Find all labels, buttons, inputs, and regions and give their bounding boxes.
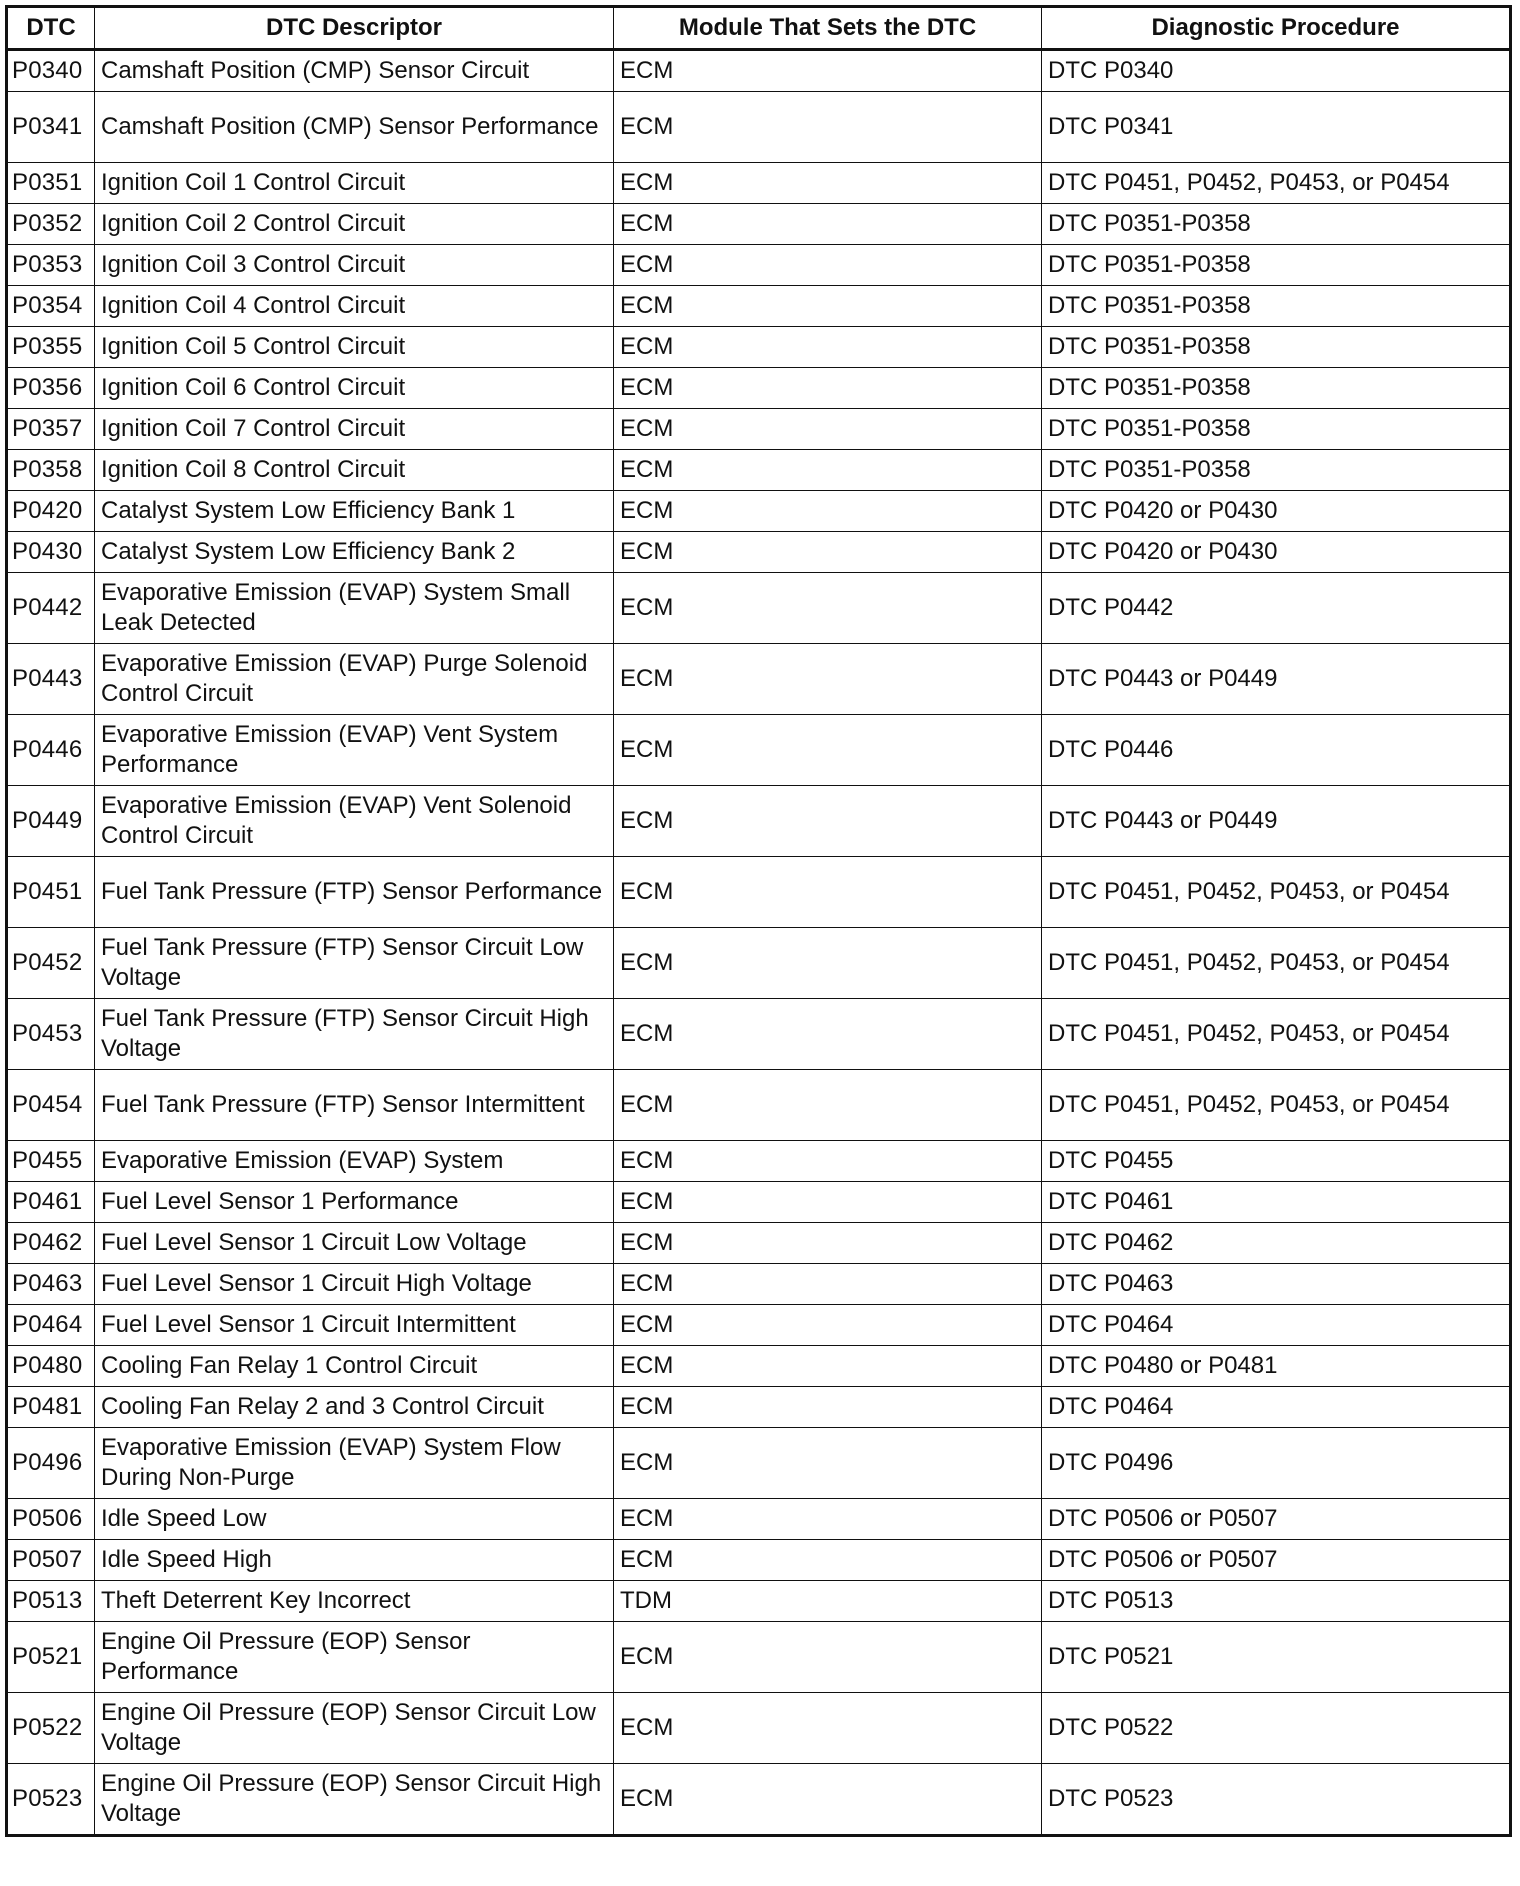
cell-descriptor: Ignition Coil 8 Control Circuit (95, 450, 614, 491)
header-descriptor: DTC Descriptor (95, 7, 614, 50)
table-row (7, 1428, 1511, 1499)
table-row (7, 450, 1511, 491)
cell-procedure: DTC P0451, P0452, P0453, or P0454 (1042, 1070, 1511, 1141)
cell-procedure: DTC P0351-P0358 (1042, 204, 1511, 245)
cell-procedure: DTC P0461 (1042, 1182, 1511, 1223)
cell-dtc: P0522 (7, 1693, 95, 1764)
cell-module: ECM (614, 1540, 1042, 1581)
cell-procedure: DTC P0464 (1042, 1305, 1511, 1346)
table-row (7, 1264, 1511, 1305)
cell-module: ECM (614, 1141, 1042, 1182)
cell-module: ECM (614, 491, 1042, 532)
cell-descriptor: Fuel Level Sensor 1 Performance (95, 1182, 614, 1223)
table-row (7, 245, 1511, 286)
cell-procedure: DTC P0455 (1042, 1141, 1511, 1182)
cell-dtc: P0352 (7, 204, 95, 245)
cell-procedure: DTC P0351-P0358 (1042, 409, 1511, 450)
cell-dtc: P0521 (7, 1622, 95, 1693)
cell-module: ECM (614, 1305, 1042, 1346)
table-row (7, 1305, 1511, 1346)
cell-module: ECM (614, 1622, 1042, 1693)
cell-dtc: P0353 (7, 245, 95, 286)
cell-dtc: P0523 (7, 1764, 95, 1836)
header-procedure: Diagnostic Procedure (1042, 7, 1511, 50)
cell-dtc: P0454 (7, 1070, 95, 1141)
cell-module: ECM (614, 715, 1042, 786)
table-row (7, 1070, 1511, 1141)
table-row (7, 715, 1511, 786)
cell-descriptor: Ignition Coil 6 Control Circuit (95, 368, 614, 409)
table-row (7, 491, 1511, 532)
cell-module: ECM (614, 786, 1042, 857)
cell-module: ECM (614, 245, 1042, 286)
cell-dtc: P0356 (7, 368, 95, 409)
cell-dtc: P0461 (7, 1182, 95, 1223)
cell-module: ECM (614, 1070, 1042, 1141)
cell-procedure: DTC P0446 (1042, 715, 1511, 786)
cell-dtc: P0358 (7, 450, 95, 491)
cell-descriptor: Fuel Level Sensor 1 Circuit Low Voltage (95, 1223, 614, 1264)
cell-descriptor: Evaporative Emission (EVAP) System (95, 1141, 614, 1182)
cell-dtc: P0513 (7, 1581, 95, 1622)
cell-procedure: DTC P0451, P0452, P0453, or P0454 (1042, 928, 1511, 999)
cell-dtc: P0464 (7, 1305, 95, 1346)
cell-module: ECM (614, 928, 1042, 999)
cell-descriptor: Fuel Level Sensor 1 Circuit High Voltage (95, 1264, 614, 1305)
cell-module: ECM (614, 1346, 1042, 1387)
cell-dtc: P0481 (7, 1387, 95, 1428)
cell-descriptor: Idle Speed Low (95, 1499, 614, 1540)
table-row (7, 1764, 1511, 1836)
table-row (7, 644, 1511, 715)
cell-procedure: DTC P0522 (1042, 1693, 1511, 1764)
cell-dtc: P0442 (7, 573, 95, 644)
cell-module: ECM (614, 1428, 1042, 1499)
cell-procedure: DTC P0351-P0358 (1042, 368, 1511, 409)
cell-procedure: DTC P0351-P0358 (1042, 450, 1511, 491)
cell-descriptor: Ignition Coil 1 Control Circuit (95, 163, 614, 204)
cell-module: ECM (614, 327, 1042, 368)
cell-procedure: DTC P0351-P0358 (1042, 327, 1511, 368)
cell-descriptor: Cooling Fan Relay 1 Control Circuit (95, 1346, 614, 1387)
cell-dtc: P0340 (7, 50, 95, 92)
cell-dtc: P0462 (7, 1223, 95, 1264)
cell-module: ECM (614, 368, 1042, 409)
cell-module: ECM (614, 1264, 1042, 1305)
cell-procedure: DTC P0420 or P0430 (1042, 532, 1511, 573)
cell-module: ECM (614, 1223, 1042, 1264)
cell-module: ECM (614, 450, 1042, 491)
cell-procedure: DTC P0451, P0452, P0453, or P0454 (1042, 163, 1511, 204)
table-row (7, 163, 1511, 204)
table-row (7, 1346, 1511, 1387)
cell-module: ECM (614, 50, 1042, 92)
header-row (7, 7, 1511, 50)
table-body (7, 50, 1511, 1836)
cell-dtc: P0449 (7, 786, 95, 857)
table-row (7, 327, 1511, 368)
table-row (7, 1141, 1511, 1182)
table-row (7, 928, 1511, 999)
cell-module: ECM (614, 999, 1042, 1070)
cell-module: ECM (614, 857, 1042, 928)
cell-procedure: DTC P0496 (1042, 1428, 1511, 1499)
cell-module: ECM (614, 204, 1042, 245)
table-row (7, 204, 1511, 245)
cell-module: ECM (614, 644, 1042, 715)
cell-dtc: P0420 (7, 491, 95, 532)
cell-descriptor: Ignition Coil 3 Control Circuit (95, 245, 614, 286)
cell-procedure: DTC P0340 (1042, 50, 1511, 92)
cell-descriptor: Fuel Tank Pressure (FTP) Sensor Intermittent (95, 1070, 614, 1141)
cell-descriptor: Camshaft Position (CMP) Sensor Performance (95, 92, 614, 163)
cell-procedure: DTC P0506 or P0507 (1042, 1499, 1511, 1540)
table-row (7, 1223, 1511, 1264)
table-row (7, 286, 1511, 327)
cell-module: ECM (614, 163, 1042, 204)
cell-descriptor: Evaporative Emission (EVAP) System Flow During Non-Purge (95, 1428, 614, 1499)
cell-descriptor: Engine Oil Pressure (EOP) Sensor Circuit High Voltage (95, 1764, 614, 1836)
cell-descriptor: Evaporative Emission (EVAP) Vent System Performance (95, 715, 614, 786)
cell-dtc: P0443 (7, 644, 95, 715)
cell-descriptor: Ignition Coil 4 Control Circuit (95, 286, 614, 327)
cell-procedure: DTC P0443 or P0449 (1042, 786, 1511, 857)
cell-procedure: DTC P0480 or P0481 (1042, 1346, 1511, 1387)
cell-procedure: DTC P0463 (1042, 1264, 1511, 1305)
cell-dtc: P0446 (7, 715, 95, 786)
cell-procedure: DTC P0351-P0358 (1042, 245, 1511, 286)
cell-descriptor: Camshaft Position (CMP) Sensor Circuit (95, 50, 614, 92)
table-row (7, 532, 1511, 573)
cell-dtc: P0463 (7, 1264, 95, 1305)
table-row (7, 573, 1511, 644)
cell-procedure: DTC P0351-P0358 (1042, 286, 1511, 327)
cell-procedure: DTC P0506 or P0507 (1042, 1540, 1511, 1581)
cell-module: ECM (614, 92, 1042, 163)
cell-module: ECM (614, 1387, 1042, 1428)
table-row (7, 1581, 1511, 1622)
table-row (7, 409, 1511, 450)
table-row (7, 857, 1511, 928)
cell-module: ECM (614, 532, 1042, 573)
table-row (7, 786, 1511, 857)
cell-module: ECM (614, 573, 1042, 644)
cell-procedure: DTC P0451, P0452, P0453, or P0454 (1042, 999, 1511, 1070)
table-row (7, 1499, 1511, 1540)
cell-dtc: P0455 (7, 1141, 95, 1182)
cell-descriptor: Engine Oil Pressure (EOP) Sensor Performance (95, 1622, 614, 1693)
cell-dtc: P0480 (7, 1346, 95, 1387)
cell-dtc: P0354 (7, 286, 95, 327)
header-module: Module That Sets the DTC (614, 7, 1042, 50)
cell-descriptor: Fuel Tank Pressure (FTP) Sensor Circuit High Voltage (95, 999, 614, 1070)
cell-descriptor: Cooling Fan Relay 2 and 3 Control Circuit (95, 1387, 614, 1428)
cell-descriptor: Ignition Coil 5 Control Circuit (95, 327, 614, 368)
table-row (7, 92, 1511, 163)
dtc-table (5, 5, 1512, 1837)
cell-dtc: P0351 (7, 163, 95, 204)
cell-dtc: P0506 (7, 1499, 95, 1540)
cell-dtc: P0453 (7, 999, 95, 1070)
cell-dtc: P0496 (7, 1428, 95, 1499)
cell-dtc: P0452 (7, 928, 95, 999)
cell-descriptor: Idle Speed High (95, 1540, 614, 1581)
table-row (7, 50, 1511, 92)
cell-module: ECM (614, 1693, 1042, 1764)
cell-dtc: P0507 (7, 1540, 95, 1581)
cell-module: ECM (614, 409, 1042, 450)
cell-procedure: DTC P0521 (1042, 1622, 1511, 1693)
cell-procedure: DTC P0523 (1042, 1764, 1511, 1836)
cell-descriptor: Fuel Tank Pressure (FTP) Sensor Performance (95, 857, 614, 928)
table-row (7, 1387, 1511, 1428)
cell-descriptor: Catalyst System Low Efficiency Bank 1 (95, 491, 614, 532)
table-header (7, 7, 1511, 50)
cell-descriptor: Fuel Tank Pressure (FTP) Sensor Circuit Low Voltage (95, 928, 614, 999)
table-row (7, 368, 1511, 409)
cell-descriptor: Evaporative Emission (EVAP) System Small Leak Detected (95, 573, 614, 644)
cell-dtc: P0341 (7, 92, 95, 163)
cell-module: ECM (614, 1499, 1042, 1540)
cell-descriptor: Fuel Level Sensor 1 Circuit Intermittent (95, 1305, 614, 1346)
cell-module: ECM (614, 1182, 1042, 1223)
cell-descriptor: Evaporative Emission (EVAP) Vent Solenoid Control Circuit (95, 786, 614, 857)
cell-dtc: P0355 (7, 327, 95, 368)
cell-procedure: DTC P0443 or P0449 (1042, 644, 1511, 715)
cell-dtc: P0357 (7, 409, 95, 450)
cell-module: ECM (614, 1764, 1042, 1836)
table-row (7, 1622, 1511, 1693)
cell-procedure: DTC P0442 (1042, 573, 1511, 644)
cell-descriptor: Ignition Coil 7 Control Circuit (95, 409, 614, 450)
table-row (7, 1540, 1511, 1581)
table-row (7, 1693, 1511, 1764)
cell-module: TDM (614, 1581, 1042, 1622)
cell-descriptor: Catalyst System Low Efficiency Bank 2 (95, 532, 614, 573)
table-row (7, 1182, 1511, 1223)
cell-dtc: P0451 (7, 857, 95, 928)
cell-procedure: DTC P0451, P0452, P0453, or P0454 (1042, 857, 1511, 928)
header-dtc: DTC (7, 7, 95, 50)
table-row (7, 999, 1511, 1070)
cell-procedure: DTC P0513 (1042, 1581, 1511, 1622)
cell-procedure: DTC P0464 (1042, 1387, 1511, 1428)
cell-descriptor: Theft Deterrent Key Incorrect (95, 1581, 614, 1622)
cell-procedure: DTC P0341 (1042, 92, 1511, 163)
cell-procedure: DTC P0420 or P0430 (1042, 491, 1511, 532)
cell-descriptor: Ignition Coil 2 Control Circuit (95, 204, 614, 245)
cell-procedure: DTC P0462 (1042, 1223, 1511, 1264)
cell-descriptor: Engine Oil Pressure (EOP) Sensor Circuit Low Voltage (95, 1693, 614, 1764)
cell-dtc: P0430 (7, 532, 95, 573)
cell-module: ECM (614, 286, 1042, 327)
cell-descriptor: Evaporative Emission (EVAP) Purge Solenoid Control Circuit (95, 644, 614, 715)
